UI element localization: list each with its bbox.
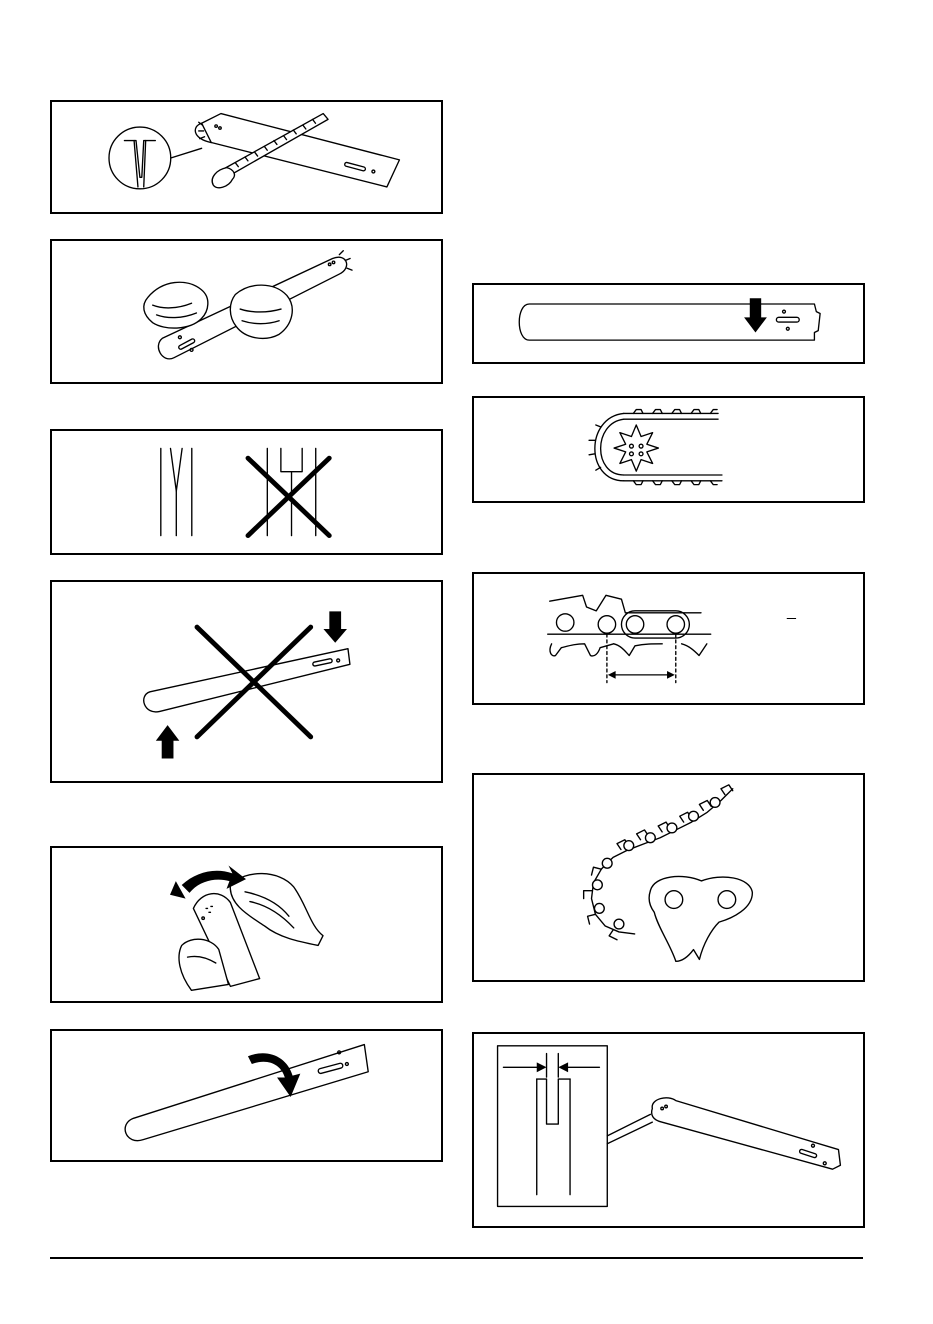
figure-chain-pitch [472,572,865,705]
cross-out-icon [248,458,329,535]
guide-bar-icon [125,1045,368,1141]
figure-deburr-bar [50,239,443,384]
groove-profile-illustration [52,431,441,553]
guide-bar-icon [652,1098,841,1169]
figure-bar-mark [472,283,865,364]
uneven-wear-illustration [52,582,441,781]
groove-width-icon [498,1046,608,1207]
groove-ok-icon [161,448,192,535]
magnifier-circle-icon [109,127,202,189]
chain-links-icon [548,595,711,656]
figure-file-groove [50,100,443,214]
arrow-up-icon [156,725,180,758]
guide-bar-icon [144,649,350,712]
guide-bar-icon [519,304,820,340]
pitch-dimension-icon [607,634,676,682]
drive-link-icon [649,876,752,961]
callout-lines [607,1114,652,1143]
file-groove-illustration [52,102,441,212]
drive-sprocket-icon [614,425,658,471]
figure-chain-sprocket [472,396,865,503]
figure-flip-bar [50,1029,443,1162]
figure-turn-bar [50,846,443,1003]
flip-bar-illustration [52,1031,441,1160]
chain-sprocket-illustration [474,398,863,501]
footer-divider [50,1257,863,1259]
chain-drive-link-illustration [474,775,863,980]
arrow-down-icon [323,611,347,642]
chain-pitch-illustration [474,574,863,703]
deburr-bar-illustration [52,241,441,382]
groove-width-illustration [474,1034,863,1226]
bar-mark-illustration [474,285,863,362]
turn-bar-illustration [52,848,441,1001]
figure-chain-drive-link [472,773,865,982]
pitch-label: _ [787,603,796,620]
figure-groove-profile [50,429,443,555]
figure-groove-width [472,1032,865,1228]
figure-uneven-wear [50,580,443,783]
